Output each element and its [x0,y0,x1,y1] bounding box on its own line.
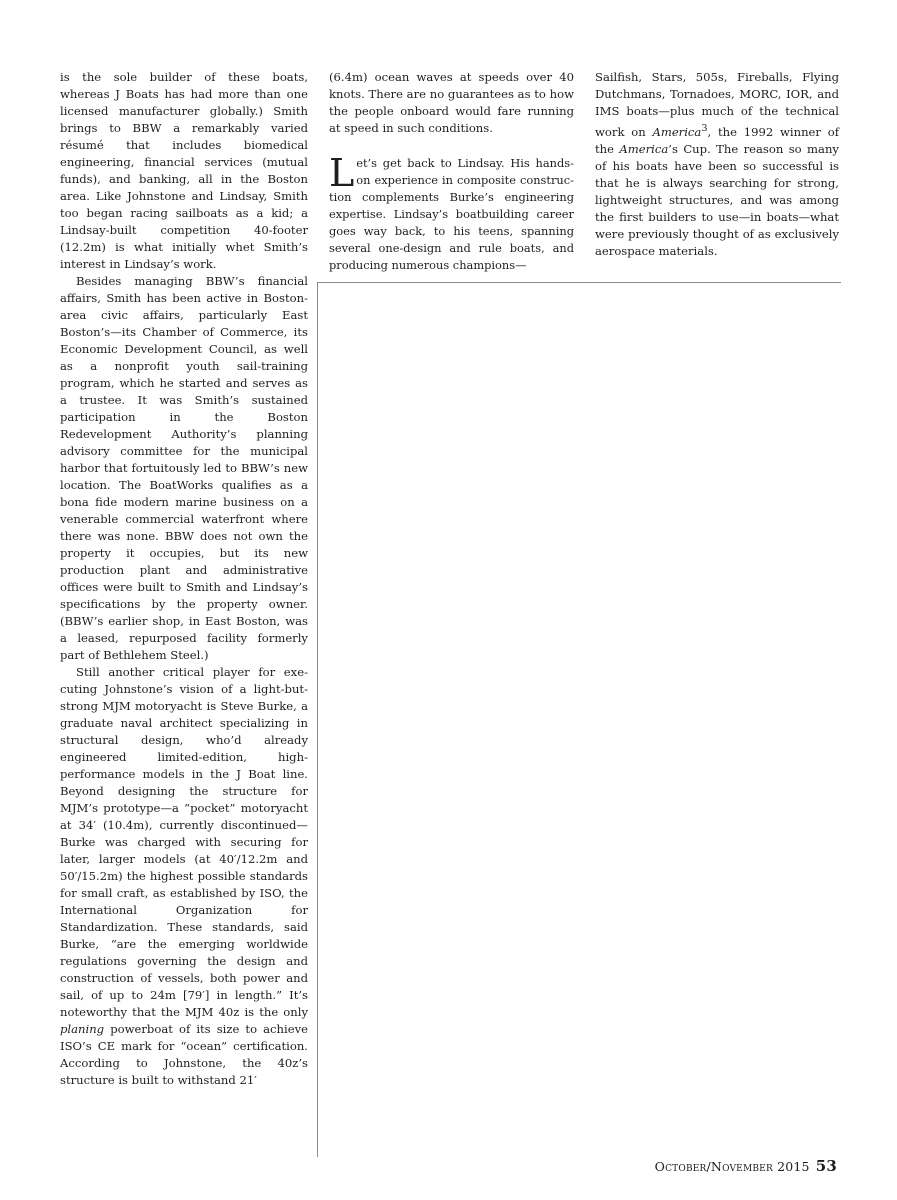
column-divider-vertical [317,282,318,1157]
article-column-1 [60,69,308,1089]
article-column-2 [329,69,574,274]
italic-text: America [652,124,702,139]
text-run: et’s get back to Lindsay. His hands-on experience in composite construction complements Burke’s engineering expertise. Lindsay’s boatbuilding career goes way back, to his teens, spanning several one-design and rule boats, and producing numerous champions— [329,156,574,272]
issue-date: October/November 2015 [654,1159,810,1174]
paragraph [595,69,839,260]
paragraph: (6.4m) ocean waves at speeds over 40 knots. There are no guarantees as to how the people onboard would fare running at speed in such conditions. [329,70,574,135]
text-run: Still another critical player for executing Johnstone’s vision of a light-but-strong MJM motoryacht is Steve Burke, a graduate naval architect specializing in structural design, who’d already engineered limited-edition, high-performance models in the J Boat line. Beyond designing the structure for MJM’s prototype—a “pocket” motoryacht at 34′ (10.4m), currently discontinued—Burke was charged with securing for later, larger models (at 40′/12.2m and 50′/15.2m) the highest possible standards for small craft, as established by ISO, the International Organization for Standardization. These standards, said Burke, “are the emerging worldwide regulations governing the design and construction of vessels, both power and sail, of up to 24m [79′] in length.” It’s noteworthy that the MJM 40z is the only [60,665,308,1019]
page-footer [655,1157,837,1175]
text-run: ’s Cup. The reason so many of his boats have been so successful is that he is always searching for strong, lightweight structures, and was among the first builders to use—in boats—what were previously thought of as exclusively aerospace materials. [595,141,839,258]
italic-text: planing [60,1022,105,1036]
paragraph [60,664,308,1089]
text-run: Sailfish, Stars, 505s, Fireballs, Flying Dutchmans, Tornadoes, MORC, IOR, and IMS boats—plus much of the technical work on [595,70,839,139]
text-run: powerboat of its size to achieve ISO’s CE mark for “ocean” certification. According to Johnstone, the 40z’s structure is built to withstand 21′ [60,1022,308,1087]
text-run: , the 1992 winner of the [595,124,839,156]
article-column-3 [595,69,839,260]
drop-cap: L [329,151,355,195]
superscript: 3 [701,123,708,134]
paragraph-with-dropcap [329,151,574,274]
page-number: 53 [815,1157,837,1175]
paragraph: Besides managing BBW’s financial affairs, Smith has been active in Boston-area civic affairs, particularly East Boston’s—its Chamber of Commerce, its Economic Development Council, as well as a nonprofit youth sail-training program, which he started and serves as a trustee. It was Smith’s sustained participation in the Boston Redevelopment Authority’s planning advisory committee for the municipal harbor that fortuitously led to BBW’s new location. The BoatWorks qualifies as a bona fide modern marine business on a venerable commercial waterfront where there was none. BBW does not own the property it occupies, but its new production plant and administrative offices were built to Smith and Lindsay’s specifications by the property owner. (BBW’s earlier shop, in East Boston, was a leased, repurposed facility formerly part of Bethlehem Steel.) [60,274,308,662]
paragraph: is the sole builder of these boats, whereas J Boats has had more than one licensed manufacturer globally.) Smith brings to BBW a remarkably varied résumé that includes biomedical engineering, financial services (mutual funds), and banking, all in the Boston area. Like Johnstone and Lindsay, Smith too began racing sailboats as a kid; a Lindsay-built competition 40-footer (12.2m) is what initially whet Smith’s interest in Lindsay’s work. [60,70,308,271]
column-divider-horizontal [317,282,841,283]
italic-text: America [619,141,669,156]
